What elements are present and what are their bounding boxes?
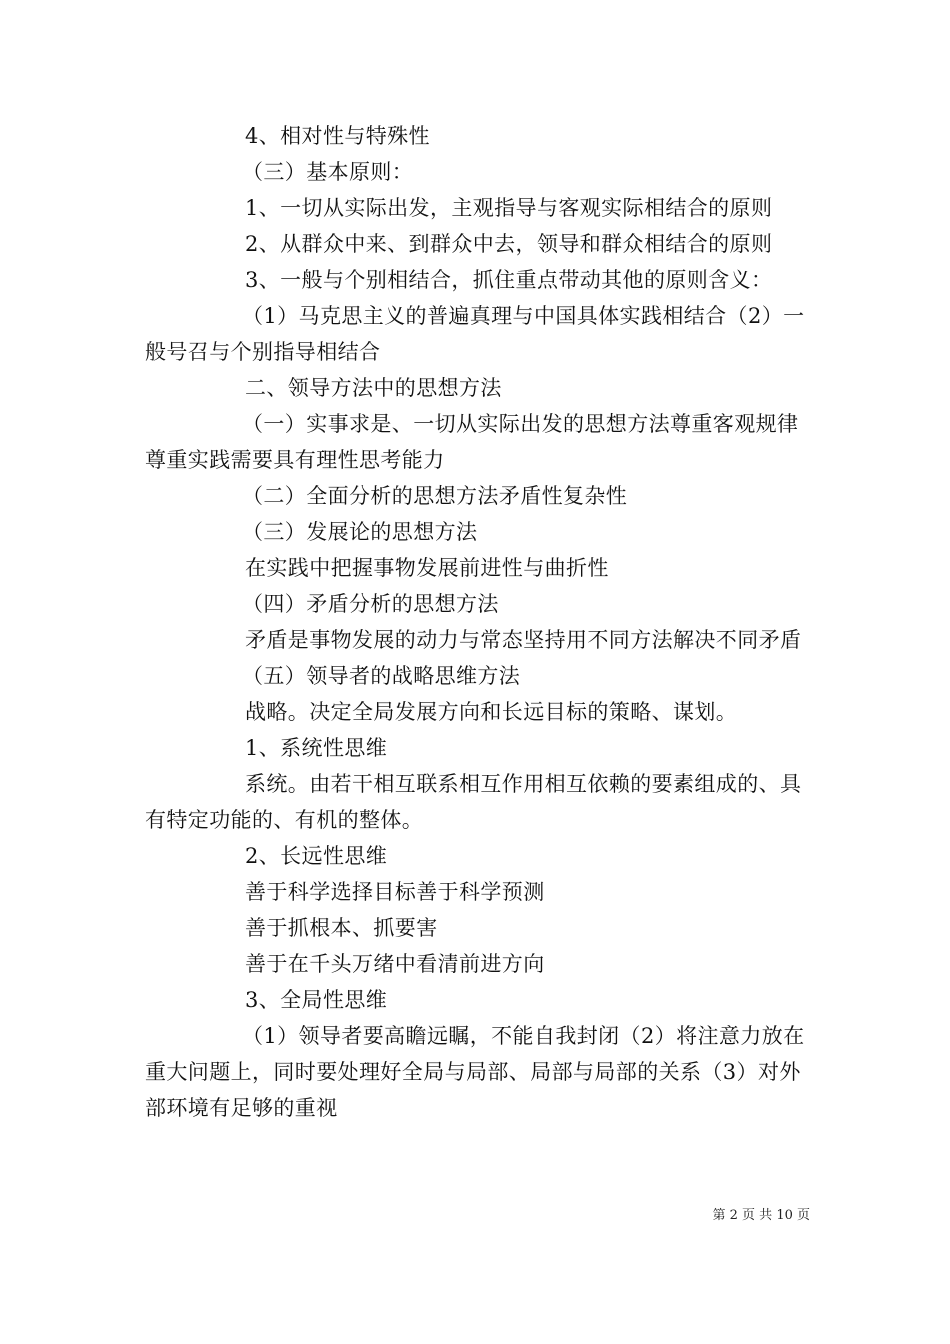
page-number-footer: 第 2 页 共 10 页 (712, 1208, 810, 1223)
paragraph: 善于抓根本、抓要害 (245, 916, 438, 940)
paragraph: 善于科学选择目标善于科学预测 (245, 880, 545, 904)
paragraph: 矛盾是事物发展的动力与常态坚持用不同方法解决不同矛盾 (245, 628, 802, 652)
paragraph: （四）矛盾分析的思想方法 (242, 592, 499, 616)
paragraph: （三）发展论的思想方法 (242, 520, 478, 544)
paragraph: 3、全局性思维 (245, 988, 388, 1012)
paragraph: 3、一般与个别相结合，抓住重点带动其他的原则含义： (245, 268, 773, 292)
paragraph: 1、系统性思维 (245, 736, 388, 760)
paragraph: 在实践中把握事物发展前进性与曲折性 (245, 556, 609, 580)
paragraph: （二）全面分析的思想方法矛盾性复杂性 (242, 484, 628, 508)
paragraph: 2、从群众中来、到群众中去，领导和群众相结合的原则 (245, 232, 773, 256)
paragraph: （1）领导者要高瞻远瞩，不能自我封闭（2）将注意力放在重大问题上，同时要处理好全局与局部、局部与局部的关系（3）对外部环境有足够的重视 (145, 1024, 805, 1120)
paragraph: （五）领导者的战略思维方法 (242, 664, 521, 688)
paragraph: （一）实事求是、一切从实际出发的思想方法尊重客观规律尊重实践需要具有理性思考能力 (145, 412, 799, 472)
paragraph: 二、领导方法中的思想方法 (245, 376, 502, 400)
paragraph: 系统。由若干相互联系相互作用相互依赖的要素组成的、具有特定功能的、有机的整体。 (145, 772, 802, 832)
paragraph: 2、长远性思维 (245, 844, 388, 868)
paragraph: （1）马克思主义的普遍真理与中国具体实践相结合（2）一般号召与个别指导相结合 (145, 304, 805, 364)
paragraph: 战略。决定全局发展方向和长远目标的策略、谋划。 (245, 700, 738, 724)
page-body (145, 118, 809, 1126)
paragraph: 4、相对性与特殊性 (245, 124, 430, 148)
paragraph: 1、一切从实际出发，主观指导与客观实际相结合的原则 (245, 196, 773, 220)
paragraph: 善于在千头万绪中看清前进方向 (245, 952, 545, 976)
paragraph: （三）基本原则： (242, 160, 414, 184)
